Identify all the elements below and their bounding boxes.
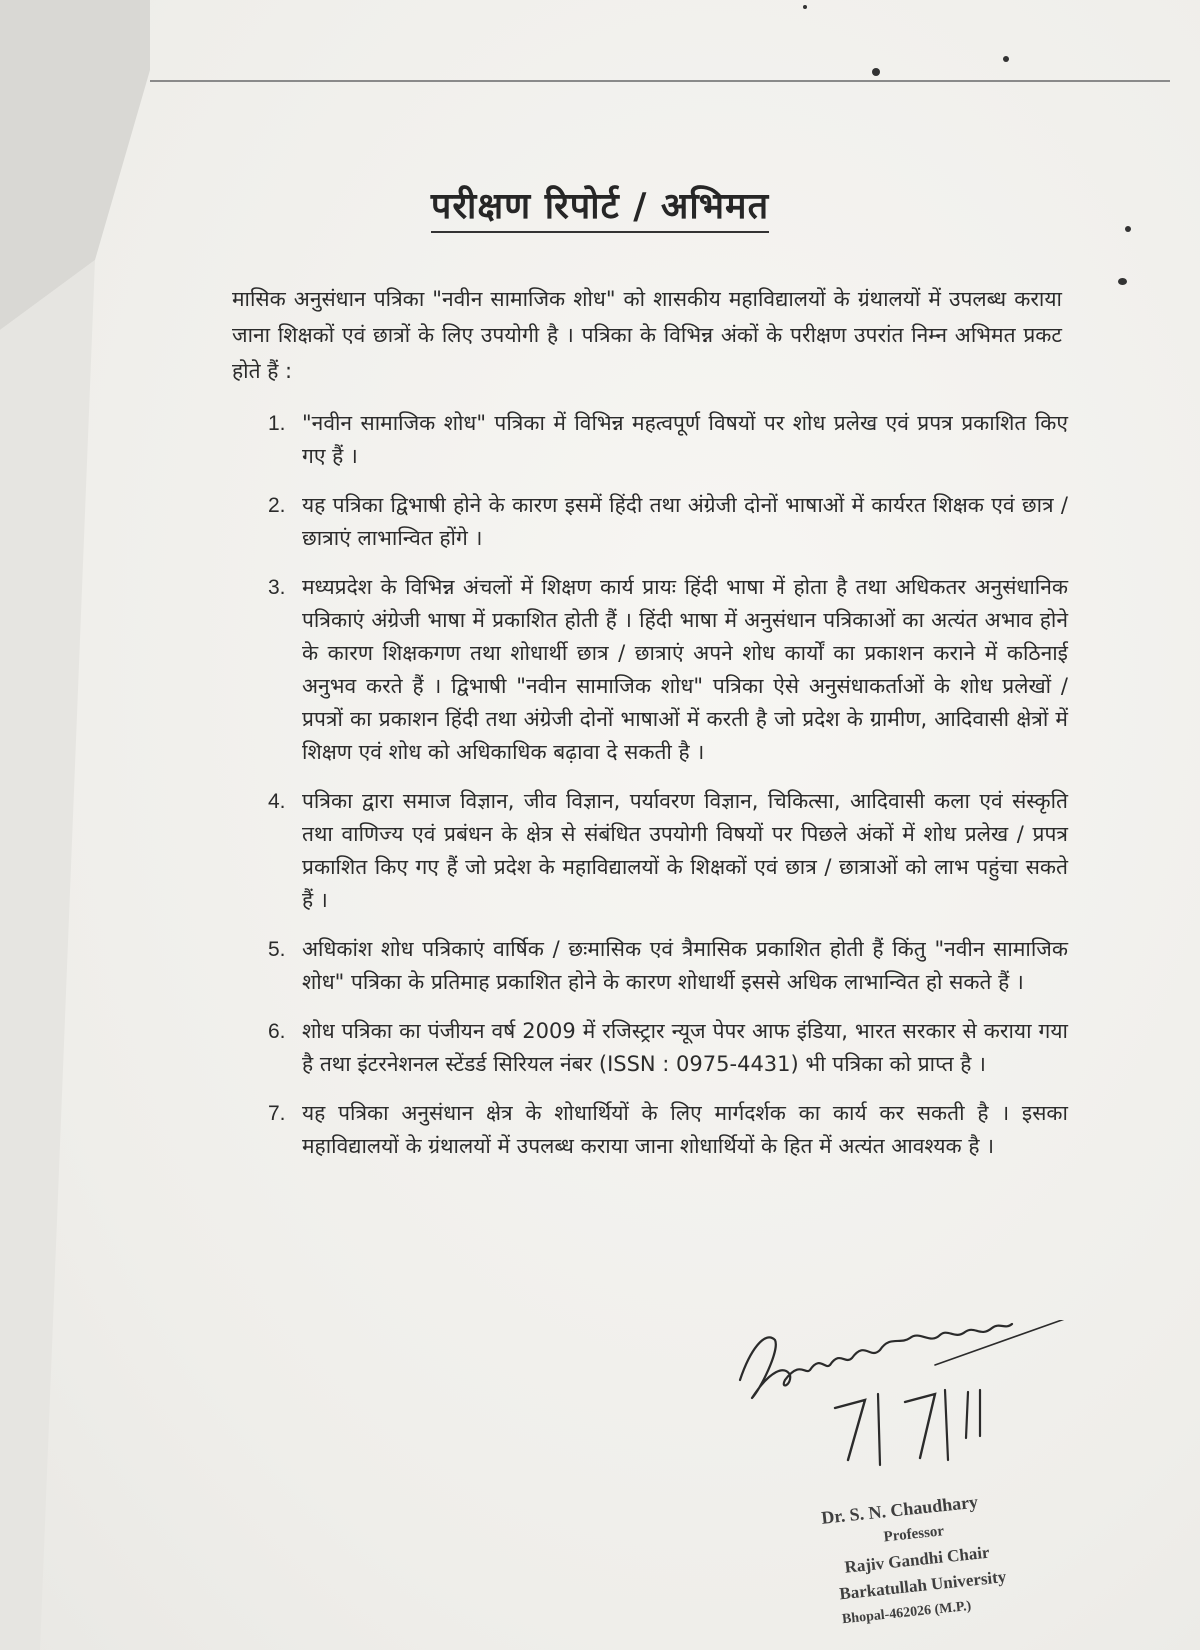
header-rule xyxy=(150,80,1170,82)
list-item xyxy=(268,571,1068,769)
stamp-university: Barkatullah University xyxy=(838,1566,1008,1604)
list-item-text: "नवीन सामाजिक शोध" पत्रिका में विभिन्न महत्वपूर्ण विषयों पर शोध प्रलेख एवं प्रपत्र प्रकाशित किए गए हैं । xyxy=(302,411,1068,468)
scan-speck xyxy=(803,5,807,9)
list-item-number: 7. xyxy=(268,1102,286,1125)
intro-paragraph: मासिक अनुसंधान पत्रिका "नवीन सामाजिक शोध" को शासकीय महाविद्यालयों के ग्रंथालयों में उपलब्ध कराया जाना शिक्षकों एवं छात्रों के लिए उपयोगी है । पत्रिका के विभिन्न अंकों के परीक्षण उपरांत निम्न अभिमत प्रकट होते हैं : xyxy=(232,287,1062,383)
list-item-number: 4. xyxy=(268,790,286,813)
list-item-text: पत्रिका द्वारा समाज विज्ञान, जीव विज्ञान, पर्यावरण विज्ञान, चिकित्सा, आदिवासी कला एवं संस्कृति तथा वाणिज्य एवं प्रबंधन के क्षेत्र से संबंधित उपयोगी विषयों पर पिछले अंकों में शोध प्रलेख / प्रपत्र प्रकाशित किए गए हैं जो प्रदेश के महाविद्यालयों के शिक्षकों एवं छात्र / छात्राओं को लाभ पहुंचा सकते हैं । xyxy=(302,789,1068,912)
scan-speck xyxy=(1003,56,1009,62)
stamp-designation: Professor xyxy=(882,1523,945,1546)
scan-speck xyxy=(1118,278,1127,285)
list-item-number: 6. xyxy=(268,1020,286,1043)
list-item xyxy=(268,1015,1068,1081)
page-title xyxy=(0,180,1200,229)
stamp-city: Bhopal-462026 (M.P.) xyxy=(841,1598,972,1628)
list-item xyxy=(268,489,1068,555)
list-item xyxy=(268,785,1068,917)
list-item-text: शोध पत्रिका का पंजीयन वर्ष 2009 में रजिस्ट्रार न्यूज पेपर आफ इंडिया, भारत सरकार से कराया गया है तथा इंटरनेशनल स्टेंडर्ड सिरियल नंबर (ISSN : 0975-4431) भी पत्रिका को प्राप्त है । xyxy=(302,1019,1068,1076)
list-item-number: 2. xyxy=(268,494,286,517)
list-item xyxy=(268,1097,1068,1163)
stamp-chair: Rajiv Gandhi Chair xyxy=(843,1542,991,1577)
handwritten-signature xyxy=(730,1320,1090,1470)
list-item xyxy=(268,407,1068,473)
list-item-number: 1. xyxy=(268,412,286,435)
list-item-text: अधिकांश शोध पत्रिकाएं वार्षिक / छःमासिक एवं त्रैमासिक प्रकाशित होती हैं किंतु "नवीन सामाजिक शोध" पत्रिका के प्रतिमाह प्रकाशित होने के कारण शोधार्थी इससे अधिक लाभान्वित हो सकते हैं । xyxy=(302,937,1068,994)
official-stamp xyxy=(820,1481,1062,1634)
opinion-list xyxy=(268,407,1068,1179)
list-item-number: 5. xyxy=(268,938,286,961)
list-item-text: मध्यप्रदेश के विभिन्न अंचलों में शिक्षण कार्य प्रायः हिंदी भाषा में होता है तथा अधिकतर अनुसंधानिक पत्रिकाएं अंग्रेजी भाषा में प्रकाशित होती हैं । हिंदी भाषा में अनुसंधान पत्रिकाओं का अत्यंत अभाव होने के कारण शिक्षकगण तथा शोधार्थी छात्र / छात्राएं अपने शोध कार्यों का प्रकाशन कराने में कठिनाई अनुभव करते हैं । द्विभाषी "नवीन सामाजिक शोध" पत्रिका ऐसे अनुसंधाकर्ताओं के शोध प्रलेखों / प्रपत्रों का प्रकाशन हिंदी तथा अंग्रेजी दोनों भाषाओं में करती है जो प्रदेश के ग्रामीण, आदिवासी क्षेत्रों में शिक्षण एवं शोध को अधिकाधिक बढ़ावा दे सकती है । xyxy=(302,575,1068,764)
page-title-text: परीक्षण रिपोर्ट / अभिमत xyxy=(431,186,769,233)
list-item xyxy=(268,933,1068,999)
stamp-name: Dr. S. N. Chaudhary xyxy=(820,1491,979,1528)
scan-speck xyxy=(872,68,880,76)
list-item-text: यह पत्रिका अनुसंधान क्षेत्र के शोधार्थियों के लिए मार्गदर्शक का कार्य कर सकती है । इसका महाविद्यालयों के ग्रंथालयों में उपलब्ध कराया जाना शोधार्थियों के हित में अत्यंत आवश्यक है । xyxy=(302,1101,1068,1158)
list-item-text: यह पत्रिका द्विभाषी होने के कारण इसमें हिंदी तथा अंग्रेजी दोनों भाषाओं में कार्यरत शिक्षक एवं छात्र / छात्राएं लाभान्वित होंगे । xyxy=(302,493,1068,550)
scan-edge-shadow xyxy=(0,0,150,1650)
list-item-number: 3. xyxy=(268,576,286,599)
